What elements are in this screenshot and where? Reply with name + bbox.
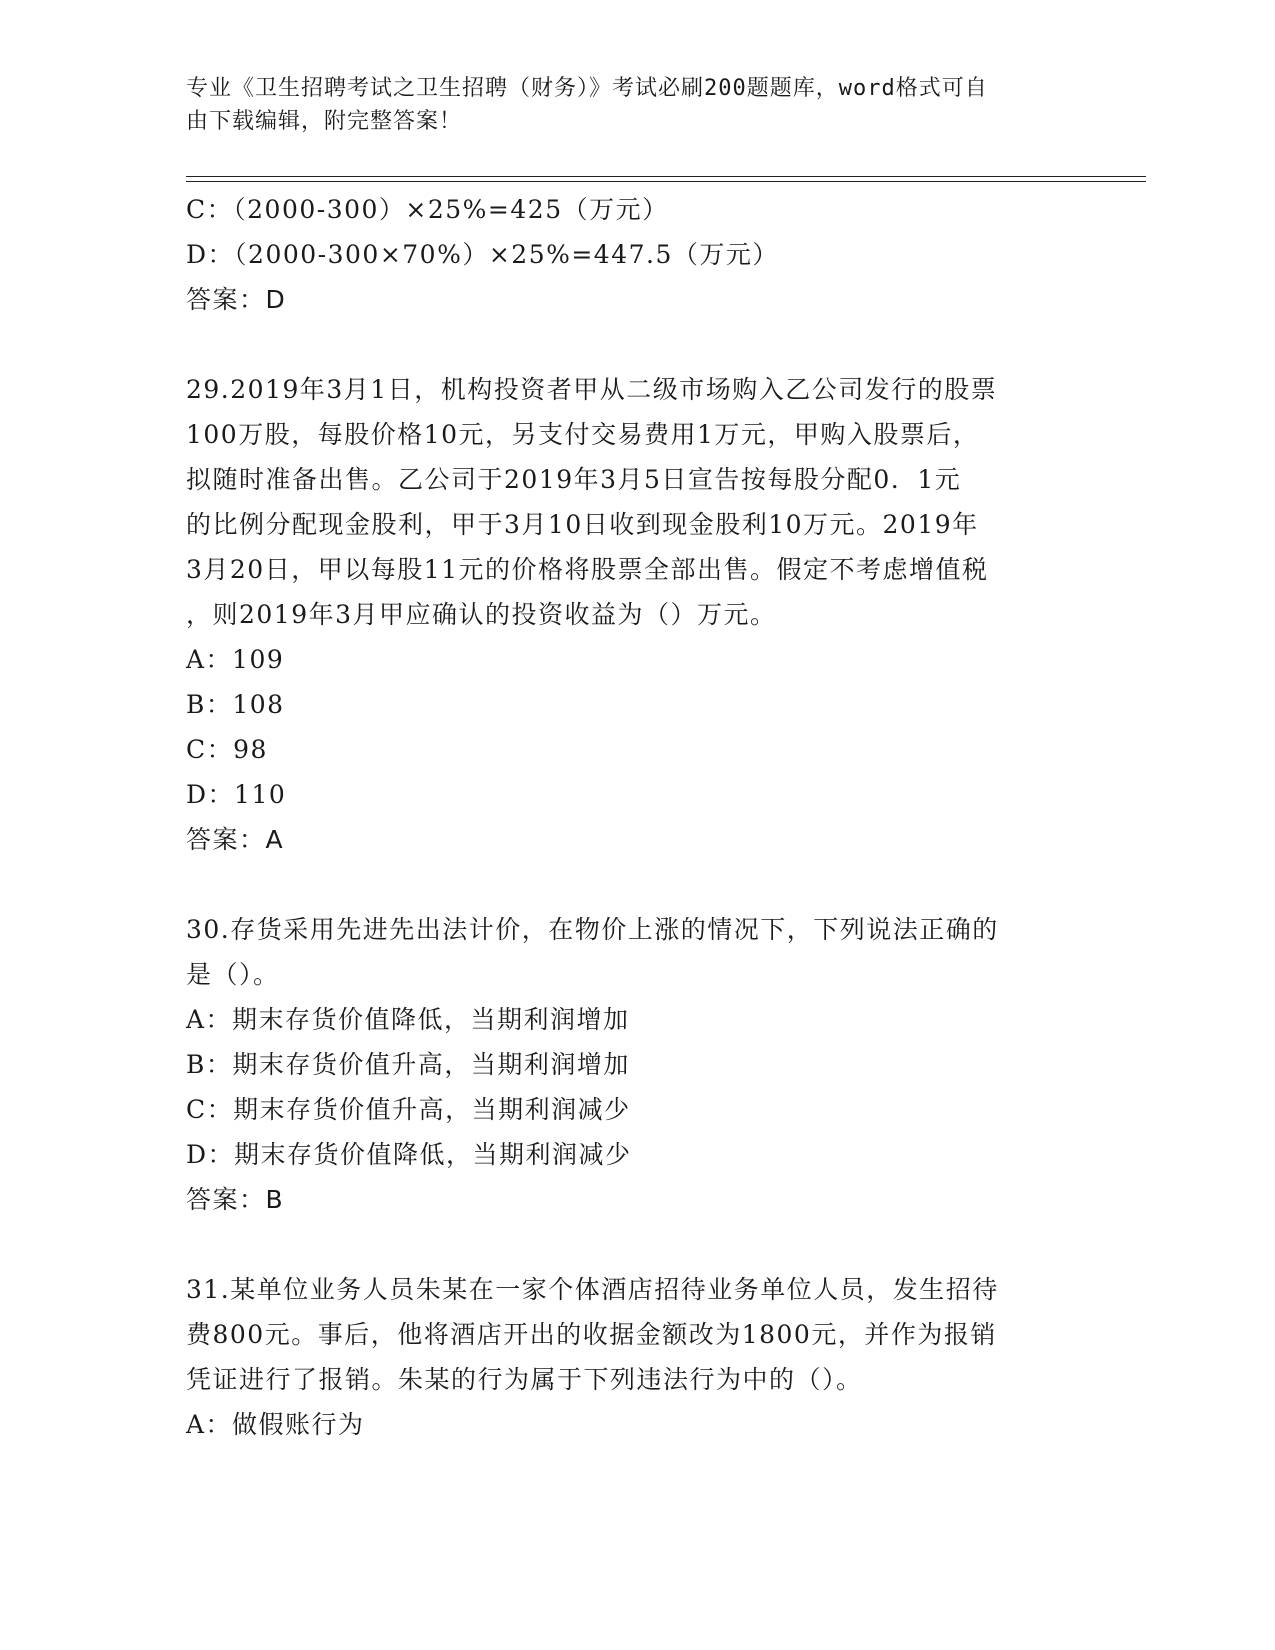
question-text-line: 拟随时准备出售。乙公司于2019年3月5日宣告按每股分配0．1元 bbox=[186, 465, 962, 494]
option-c: C：98 bbox=[186, 735, 268, 764]
question-text-line: 是（）。 bbox=[186, 960, 280, 989]
option-c: C：（2000-300）×25%=425（万元） bbox=[186, 195, 669, 224]
option-a: A：109 bbox=[186, 645, 285, 674]
question-text-line: ，则2019年3月甲应确认的投资收益为（）万元。 bbox=[186, 600, 777, 629]
spacer bbox=[186, 862, 1086, 907]
answer-line: 答案：B bbox=[186, 1185, 285, 1214]
question-text-line: 31.某单位业务人员朱某在一家个体酒店招待业务单位人员，发生招待 bbox=[186, 1275, 999, 1304]
answer-line: 答案：A bbox=[186, 825, 285, 854]
option-a: A：期末存货价值降低，当期利润增加 bbox=[186, 1005, 630, 1034]
header-divider-bottom bbox=[186, 181, 1146, 182]
answer-line: 答案：D bbox=[186, 285, 287, 314]
question-text-line: 30.存货采用先进先出法计价，在物价上涨的情况下，下列说法正确的 bbox=[186, 915, 999, 944]
spacer bbox=[186, 322, 1086, 367]
question-text-line: 费800元。事后，他将酒店开出的收据金额改为1800元，并作为报销 bbox=[186, 1320, 997, 1349]
document-header bbox=[186, 72, 1066, 138]
option-d: D：（2000-300×70%）×25%=447.5（万元） bbox=[186, 240, 779, 269]
question-text-line: 凭证进行了报销。朱某的行为属于下列违法行为中的（）。 bbox=[186, 1365, 863, 1394]
question-text-line: 29.2019年3月1日，机构投资者甲从二级市场购入乙公司发行的股票 bbox=[186, 375, 998, 404]
question-31 bbox=[186, 1267, 1086, 1447]
header-line-1: 专业《卫生招聘考试之卫生招聘（财务）》考试必刷200题题库，word格式可自 bbox=[186, 76, 988, 101]
spacer bbox=[186, 1222, 1086, 1267]
option-a: A：做假账行为 bbox=[186, 1410, 365, 1439]
question-text-line: 100万股，每股价格10元，另支付交易费用1万元，甲购入股票后， bbox=[186, 420, 980, 449]
option-b: B：期末存货价值升高，当期利润增加 bbox=[186, 1050, 630, 1079]
option-d: D：110 bbox=[186, 780, 287, 809]
question-text-line: 的比例分配现金股利，甲于3月10日收到现金股利10万元。2019年 bbox=[186, 510, 979, 539]
header-line-2: 由下载编辑，附完整答案！ bbox=[186, 109, 463, 134]
question-29 bbox=[186, 367, 1086, 862]
option-d: D：期末存货价值降低，当期利润减少 bbox=[186, 1140, 632, 1169]
question-30 bbox=[186, 907, 1086, 1222]
option-c: C：期末存货价值升高，当期利润减少 bbox=[186, 1095, 631, 1124]
header-divider-top bbox=[186, 176, 1146, 177]
question-text-line: 3月20日，甲以每股11元的价格将股票全部出售。假定不考虑增值税 bbox=[186, 555, 989, 584]
question-content bbox=[186, 187, 1086, 1447]
option-b: B：108 bbox=[186, 690, 285, 719]
